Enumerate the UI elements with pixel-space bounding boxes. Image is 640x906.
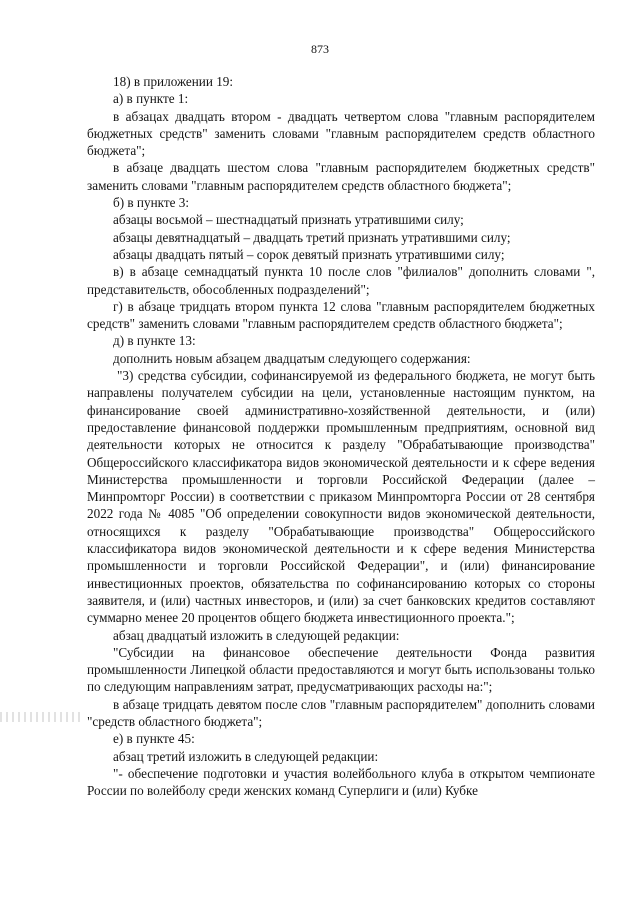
- page-number: 873: [311, 42, 329, 56]
- paragraph: абзацы восьмой – шестнадцатый признать утратившими силу;: [113, 212, 464, 228]
- paragraph: абзац третий изложить в следующей редакции:: [113, 748, 379, 764]
- subitem-e-heading: е) в пункте 45:: [113, 731, 195, 747]
- paragraph: в абзацах двадцать втором - двадцать четвертом слова "главным распорядителем бюджетных средств" заменить словами "главным распорядителем средств областного бюджета";: [87, 108, 595, 159]
- item-18-heading: 18) в приложении 19:: [113, 74, 234, 89]
- subitem-g-paragraph: г) в абзаце тридцать втором пункта 12 слова "главным распорядителем бюджетных средств" заменить словами "главным распорядителем средств областного бюджета";: [87, 298, 595, 332]
- paragraph: абзацы девятнадцатый – двадцать третий признать утратившими силу;: [113, 229, 511, 245]
- subitem-b-heading: б) в пункте 3:: [113, 195, 190, 211]
- paragraph: дополнить новым абзацем двадцатым следующего содержания:: [113, 350, 471, 366]
- paragraph: абзац двадцатый изложить в следующей редакции:: [113, 627, 400, 643]
- subitem-v-paragraph: в) в абзаце семнадцатый пункта 10 после слов "филиалов" дополнить словами ", представительств, обособленных подразделений";: [87, 264, 595, 297]
- scan-artifact: [0, 712, 80, 722]
- paragraph: в абзаце двадцать шестом слова "главным распорядителем бюджетных средств" заменить словами "главным распорядителем средств областного бюджета";: [87, 160, 595, 193]
- subitem-a-heading: а) в пункте 1:: [113, 91, 189, 107]
- quoted-paragraph: "- обеспечение подготовки и участия волейбольного клуба в открытом чемпионате России по волейболу среди женских команд Суперлиги и (или) Кубке: [87, 765, 595, 799]
- paragraph: в абзаце тридцать девятом после слов "главным распорядителем" дополнить словами "средств областного бюджета";: [87, 696, 595, 729]
- document-body: [87, 73, 595, 799]
- paragraph: абзацы двадцать пятый – сорок девятый признать утратившими силу;: [113, 246, 505, 262]
- quoted-paragraph: "3) средства субсидии, софинансируемой из федерального бюджета, не могут быть направлены получателем субсидии на цели, установленные настоящим пунктом, на финансирование своей административно-хозяйственной деятельности, и (или) предоставление финансовой поддержки промышленным предприятиям, основной вид деятельности которых не относится к разделу "Обрабатывающие производства" Общероссийского классификатора видов экономической деятельности и к сфере ведения Министерства промышленности и торговли Российской Федерации (далее – Минпромторг России) в соответствии с приказом Минпромторга России от 28 сентября 2022 года № 4085 "Об определении совокупности видов экономической деятельности, относящихся к разделу "Обрабатывающие производства" Общероссийского классификатора видов экономической деятельности и к сфере ведения Министерства промышленности и торговли Российской Федерации", и (или) финансирование инвестиционных проектов, обязательства по софинансированию которых со стороны заявителя, и (или) частных инвесторов, и (или) за счет банковских кредитов составляют суммарно менее 20 процентов общего бюджета инвестиционного проекта.";: [87, 368, 595, 626]
- quoted-paragraph: "Субсидии на финансовое обеспечение деятельности Фонда развития промышленности Липецкой области предоставляются и могут быть использованы только по следующим направлениям затрат, предусматривающих расходы на:";: [87, 644, 595, 695]
- subitem-d-heading: д) в пункте 13:: [113, 333, 196, 349]
